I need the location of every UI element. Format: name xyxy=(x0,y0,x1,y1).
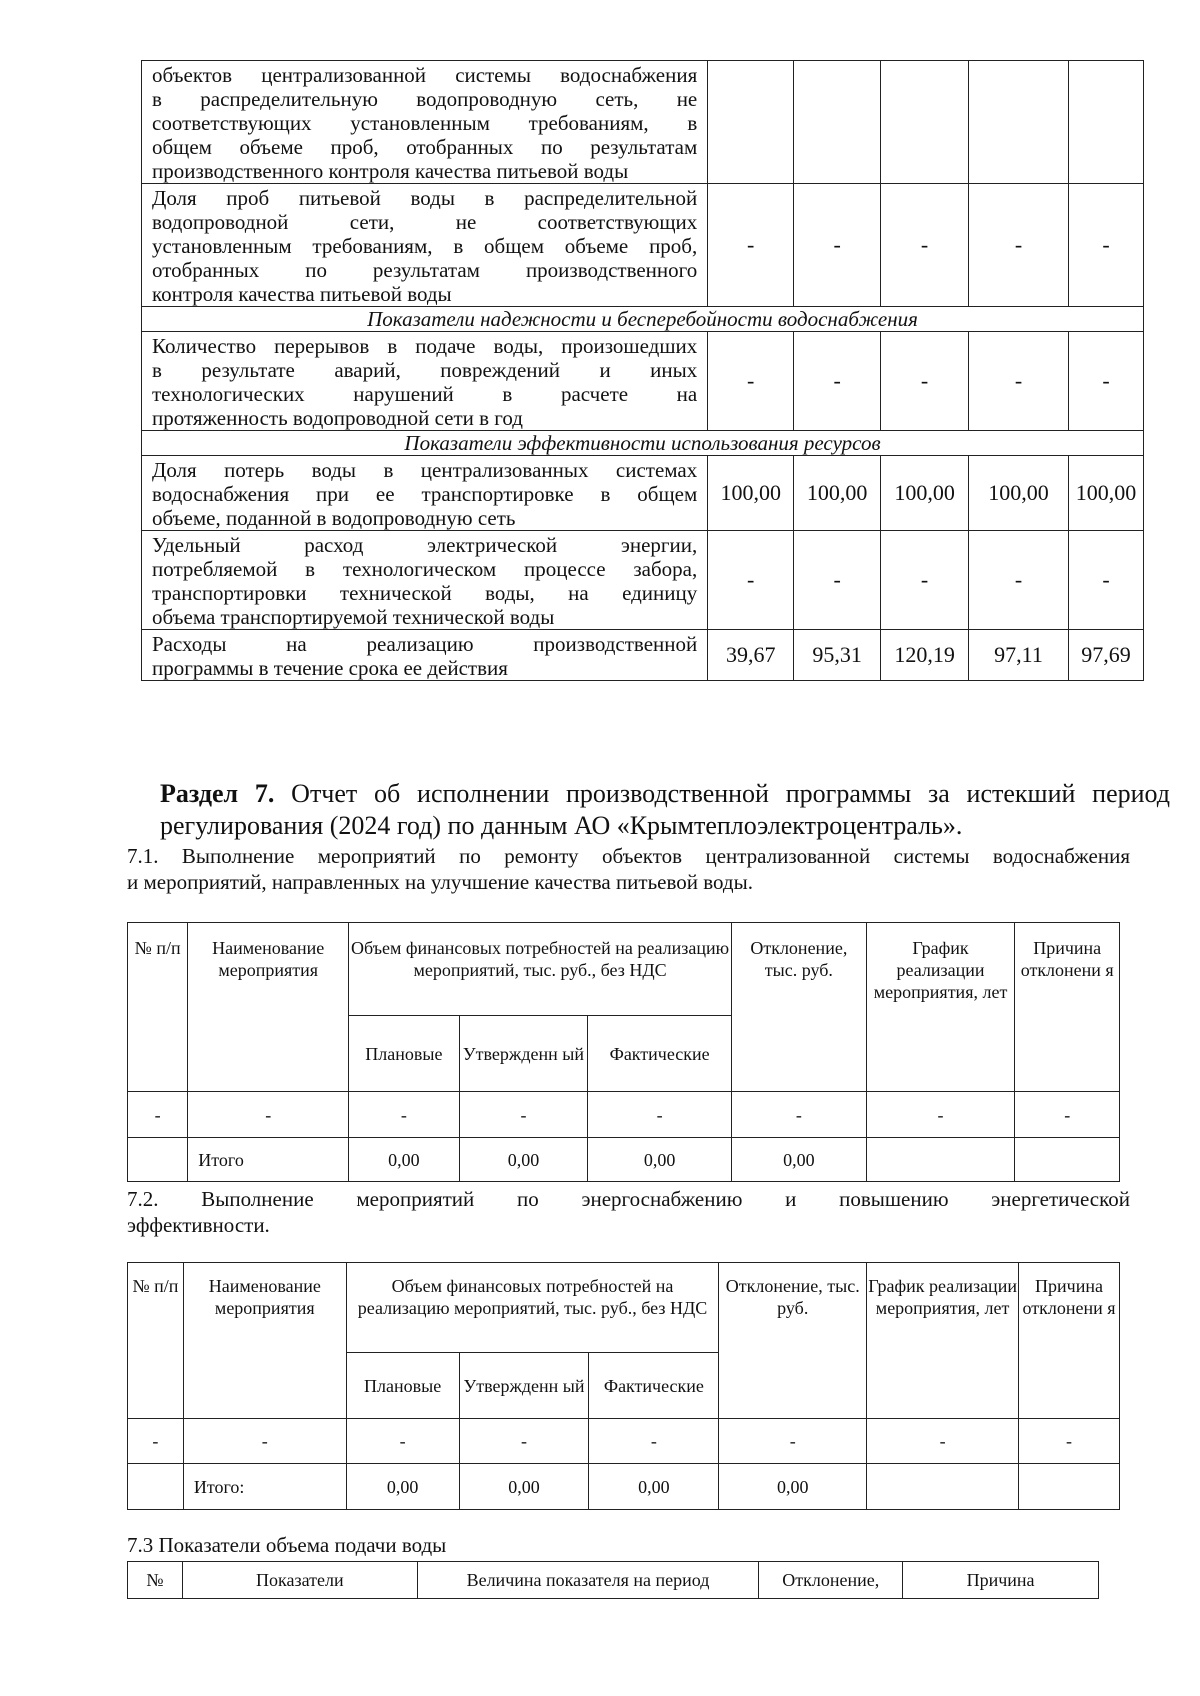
value-cell: 95,31 xyxy=(794,630,881,681)
total-approved: 0,00 xyxy=(459,1464,589,1510)
cell: - xyxy=(459,1419,589,1464)
value-cell: - xyxy=(881,184,969,307)
value-cell: - xyxy=(1068,531,1143,630)
value-cell: 100,00 xyxy=(708,456,794,531)
value-cell: - xyxy=(881,332,969,431)
cell: - xyxy=(867,1419,1019,1464)
header-reason: Причина отклонени я xyxy=(1019,1263,1120,1419)
header-schedule: График реализации мероприятия, лет xyxy=(867,1263,1019,1419)
value-cell: - xyxy=(969,531,1069,630)
header-num: № п/п xyxy=(128,1263,184,1419)
table-row xyxy=(142,184,1144,307)
header-fact: Фактические xyxy=(588,1016,732,1092)
value-cell: - xyxy=(1068,332,1143,431)
header-deviation: Отклонение, тыс. руб. xyxy=(719,1263,867,1419)
value-cell: - xyxy=(708,184,794,307)
table-row xyxy=(142,61,1144,184)
total-deviation: 0,00 xyxy=(719,1464,867,1510)
cell xyxy=(867,1464,1019,1510)
paragraph-7-3: 7.3 Показатели объема подачи воды xyxy=(127,1533,447,1557)
value-cell: 100,00 xyxy=(1068,456,1143,531)
value-cell: 100,00 xyxy=(881,456,969,531)
section-heading-line2: регулирования (2024 год) по данным АО «Крымтеплоэлектроцентраль». xyxy=(160,811,963,840)
paragraph-7-1-cont: и мероприятий, направленных на улучшение качества питьевой воды. xyxy=(127,870,753,894)
value-cell xyxy=(969,61,1069,184)
cell xyxy=(1015,1138,1120,1182)
header-volume: Объем финансовых потребностей на реализацию мероприятий, тыс. руб., без НДС xyxy=(349,923,732,1016)
cell xyxy=(866,1138,1015,1182)
indicator-name: Доля потерь воды в централизованных системах водоснабжения при ее транспортировке в общем объеме, поданной в водопроводную сеть xyxy=(142,456,708,531)
indicator-name: объектов централизованной системы водоснабжения в распределительную водопроводную сеть, не соответствующих установленным требованиям, в общем объеме проб, отобранных по результатам производственного контроля качества питьевой воды xyxy=(142,61,708,184)
energy-measures-table xyxy=(127,1262,1120,1510)
table-row xyxy=(128,1092,1120,1138)
value-cell: 97,11 xyxy=(969,630,1069,681)
indicator-name: Удельный расход электрической энергии, потребляемой в технологическом процессе забора, транспортировки технической воды, на единицу объема транспортируемой технической воды xyxy=(142,531,708,630)
value-cell: - xyxy=(794,184,881,307)
indicator-name: Доля проб питьевой воды в распределительной водопроводной сети, не соответствующих установленным требованиям, в общем объеме проб, отобранных по результатам производственного контроля качества питьевой воды xyxy=(142,184,708,307)
cell xyxy=(128,1464,184,1510)
header-reason: Причина xyxy=(903,1562,1099,1599)
indicators-table xyxy=(141,60,1144,681)
section-heading-bold: Раздел 7. xyxy=(160,779,275,808)
section-heading xyxy=(160,778,1170,810)
header-value: Величина показателя на период xyxy=(417,1562,759,1599)
cell xyxy=(128,1138,188,1182)
paragraph-7-2-cont: эффективности. xyxy=(127,1213,270,1237)
header-plan: Плановые xyxy=(346,1353,459,1419)
cell: - xyxy=(349,1092,460,1138)
header-indicators: Показатели xyxy=(182,1562,417,1599)
table-row xyxy=(142,332,1144,431)
cell: - xyxy=(128,1419,184,1464)
total-deviation: 0,00 xyxy=(732,1138,867,1182)
indicator-name: Расходы на реализацию производственной программы в течение срока ее действия xyxy=(142,630,708,681)
value-cell xyxy=(881,61,969,184)
cell: - xyxy=(732,1092,867,1138)
header-deviation: Отклонение, тыс. руб. xyxy=(732,923,867,1092)
cell: - xyxy=(589,1419,719,1464)
total-label: Итого: xyxy=(183,1464,346,1510)
header-schedule: График реализации мероприятия, лет xyxy=(866,923,1015,1092)
table-row xyxy=(128,1419,1120,1464)
header-num: № п/п xyxy=(128,923,188,1092)
value-cell: - xyxy=(881,531,969,630)
value-cell: 39,67 xyxy=(708,630,794,681)
value-cell xyxy=(708,61,794,184)
cell xyxy=(1019,1464,1120,1510)
value-cell: - xyxy=(794,332,881,431)
paragraph-7-1: 7.1. Выполнение мероприятий по ремонту объектов централизованной системы водоснабжения xyxy=(127,844,1130,868)
cell: - xyxy=(719,1419,867,1464)
total-row xyxy=(128,1464,1120,1510)
value-cell: 100,00 xyxy=(969,456,1069,531)
total-approved: 0,00 xyxy=(459,1138,588,1182)
value-cell: 97,69 xyxy=(1068,630,1143,681)
value-cell: - xyxy=(708,332,794,431)
cell: - xyxy=(1019,1419,1120,1464)
section-row xyxy=(142,431,1144,456)
cell: - xyxy=(1015,1092,1120,1138)
header-deviation: Отклонение, xyxy=(759,1562,903,1599)
table-row xyxy=(142,456,1144,531)
water-supply-table xyxy=(127,1561,1099,1599)
value-cell xyxy=(1068,61,1143,184)
section-title-reliability: Показатели надежности и бесперебойности водоснабжения xyxy=(142,307,1144,332)
table-row xyxy=(142,531,1144,630)
section-title-efficiency: Показатели эффективности использования ресурсов xyxy=(142,431,1144,456)
total-fact: 0,00 xyxy=(588,1138,732,1182)
paragraph-7-2: 7.2. Выполнение мероприятий по энергоснабжению и повышению энергетической xyxy=(127,1187,1130,1211)
cell: - xyxy=(346,1419,459,1464)
header-num: № xyxy=(128,1562,183,1599)
repair-measures-table xyxy=(127,922,1120,1182)
section-heading-text: Отчет об исполнении производственной программы за истекший период xyxy=(274,779,1171,808)
value-cell xyxy=(794,61,881,184)
value-cell: - xyxy=(708,531,794,630)
value-cell: 100,00 xyxy=(794,456,881,531)
header-plan: Плановые xyxy=(349,1016,460,1092)
cell: - xyxy=(459,1092,588,1138)
header-reason: Причина отклонени я xyxy=(1015,923,1120,1092)
header-approved: Утвержденн ый xyxy=(459,1016,588,1092)
indicator-name: Количество перерывов в подаче воды, произошедших в результате аварий, повреждений и иных технологических нарушений в расчете на протяженность водопроводной сети в год xyxy=(142,332,708,431)
value-cell: - xyxy=(969,332,1069,431)
table-row xyxy=(142,630,1144,681)
value-cell: - xyxy=(1068,184,1143,307)
cell: - xyxy=(188,1092,349,1138)
cell: - xyxy=(866,1092,1015,1138)
value-cell: - xyxy=(794,531,881,630)
cell: - xyxy=(128,1092,188,1138)
header-volume: Объем финансовых потребностей на реализацию мероприятий, тыс. руб., без НДС xyxy=(346,1263,719,1353)
cell: - xyxy=(588,1092,732,1138)
header-name: Наименование мероприятия xyxy=(183,1263,346,1419)
total-label: Итого xyxy=(188,1138,349,1182)
section-row xyxy=(142,307,1144,332)
total-plan: 0,00 xyxy=(349,1138,460,1182)
total-plan: 0,00 xyxy=(346,1464,459,1510)
total-fact: 0,00 xyxy=(589,1464,719,1510)
header-fact: Фактические xyxy=(589,1353,719,1419)
header-approved: Утвержденн ый xyxy=(459,1353,589,1419)
header-name: Наименование мероприятия xyxy=(188,923,349,1092)
cell: - xyxy=(183,1419,346,1464)
value-cell: - xyxy=(969,184,1069,307)
value-cell: 120,19 xyxy=(881,630,969,681)
total-row xyxy=(128,1138,1120,1182)
